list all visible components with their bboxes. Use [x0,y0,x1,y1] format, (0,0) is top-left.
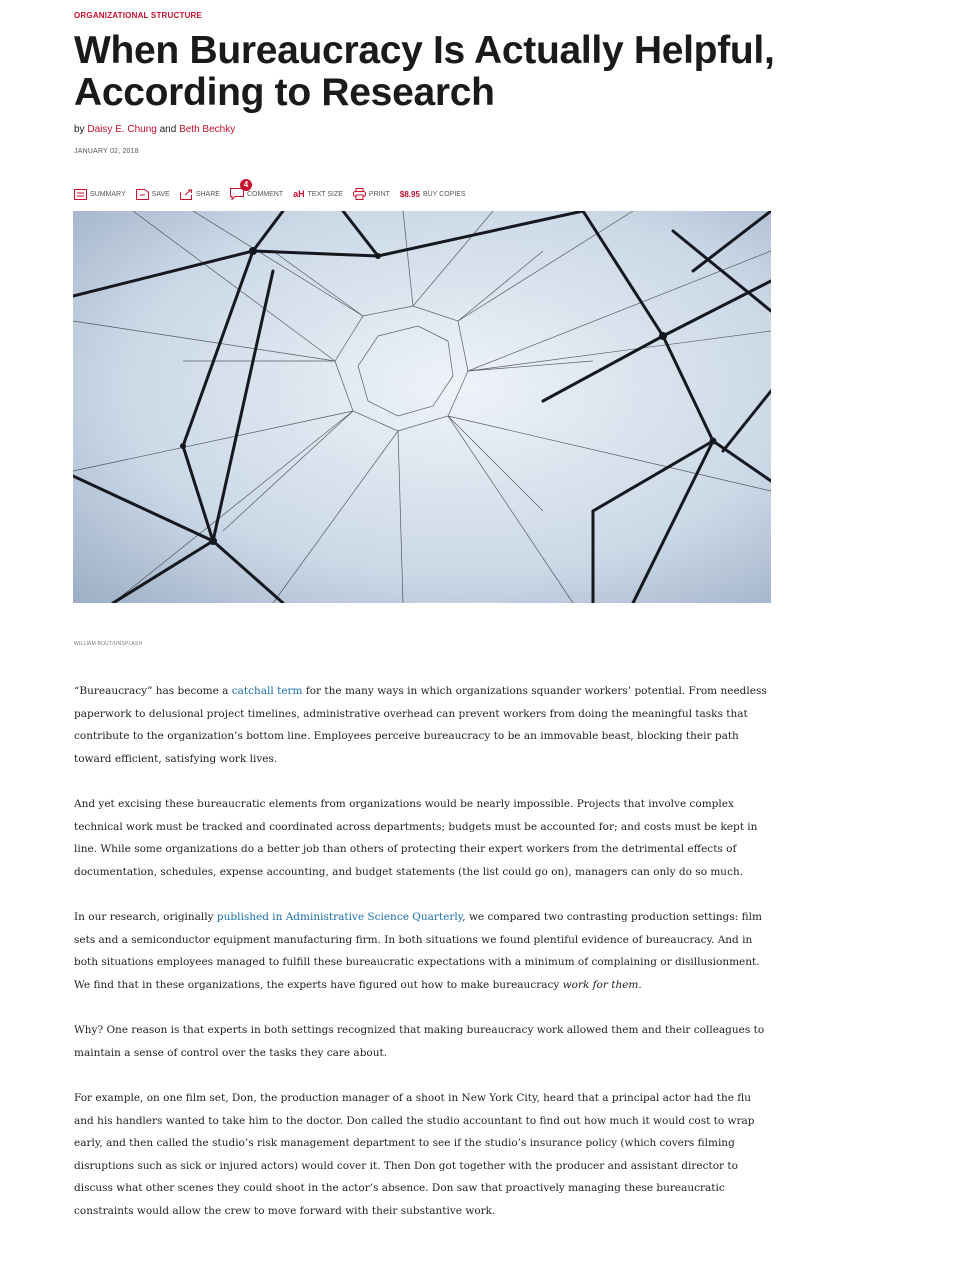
byline-prefix: by [74,124,85,135]
p3-text-end: . [638,978,642,991]
share-label: SHARE [195,190,220,198]
author-link-1[interactable]: Daisy E. Chung [87,124,157,135]
p3-text-start: In our research, originally [74,911,217,923]
text-size-button[interactable] [293,189,343,199]
price-label: $8.95 [399,189,420,199]
summary-button[interactable] [74,189,126,200]
p3-text-mid: , we compared two contrasting production settings: film sets and a semiconductor equipment manufacturing firm. In both situations we found plentiful evidence of bureaucracy. And in both situations employees managed to fulfill these bureaucratic expectations with a minimum of complaining or disillusionment. We find that in these organizations, the experts have figured out how to make bureaucracy [74,911,762,991]
topic-label[interactable]: ORGANIZATIONAL STRUCTURE [74,11,203,20]
article-toolbar [74,180,466,200]
author-link-2[interactable]: Beth Bechky [179,124,236,135]
article-body [74,680,774,1245]
save-icon [136,189,149,200]
share-icon [180,189,193,200]
comment-count-badge: 4 [240,179,252,191]
comment-label: COMMENT [246,190,284,198]
paragraph-3 [74,906,774,996]
share-button[interactable] [180,189,220,200]
p3-emphasis: work for them [562,978,639,991]
print-label: PRINT [368,190,390,198]
catchall-term-link[interactable]: catchall term [231,685,303,697]
byline-and: and [159,124,177,135]
save-label: SAVE [151,190,170,198]
paragraph-1 [74,680,774,770]
summary-label: SUMMARY [90,190,126,198]
p1-text-start: “Bureaucracy” has become a [74,685,232,697]
publish-date: JANUARY 02, 2018 [74,148,139,155]
save-button[interactable] [136,189,170,200]
hero-image [73,211,771,603]
image-credit: WILLIAM BOUT/UNSPLASH [74,641,143,647]
article-title: When Bureaucracy Is Actually Helpful, According to Research [74,29,775,114]
asq-publication-link[interactable]: published in Administrative Science Quarterly [216,911,463,923]
comment-button[interactable] [230,180,284,200]
text-size-label: TEXT SIZE [307,190,343,198]
paragraph-2: And yet excising these bureaucratic elements from organizations would be nearly impossible. Projects that involve complex technical work must be tracked and coordinated across departments; budgets must be accounted for; and costs must be kept in line. While some organizations do a better job than others of protecting their expert workers from the detrimental effects of documentation, schedules, expense accounting, and budget statements (the list could go on), managers can only do so much. [74,798,758,878]
print-icon [353,188,366,200]
paragraph-5: For example, on one film set, Don, the production manager of a shoot in New York City, heard that a principal actor had the flu and his handlers wanted to take him to the doctor. Don called the studio accountant to find out how much it would cost to wrap early, and then called the studio’s risk management department to see if the studio’s insurance policy (which covers filming disruptions such as sick or injured actors) would cover it. Then Don got together with the producer and assistant director to discuss what other scenes they could shoot in the actor’s absence. Don saw that proactively managing these bureaucratic constraints would allow the crew to move forward with their substantive work. [74,1092,755,1217]
p1-text-end: for the many ways in which organizations squander workers’ potential. From needless paperwork to delusional project timelines, administrative overhead can prevent workers from doing the meaningful tasks that contribute to the organization’s bottom line. Employees perceive bureaucracy to be an immovable beast, blocking their path toward efficient, satisfying work lives. [74,685,767,765]
comment-icon-wrap [230,180,249,200]
byline [74,124,235,135]
text-size-icon: aH [293,189,305,199]
buy-copies-button[interactable] [400,190,466,199]
summary-icon [74,189,87,200]
buy-copies-label: BUY COPIES [422,190,466,198]
paragraph-4: Why? One reason is that experts in both settings recognized that making bureaucracy work allowed them and their colleagues to maintain a sense of control over the tasks they care about. [74,1024,765,1059]
print-button[interactable] [353,188,390,200]
